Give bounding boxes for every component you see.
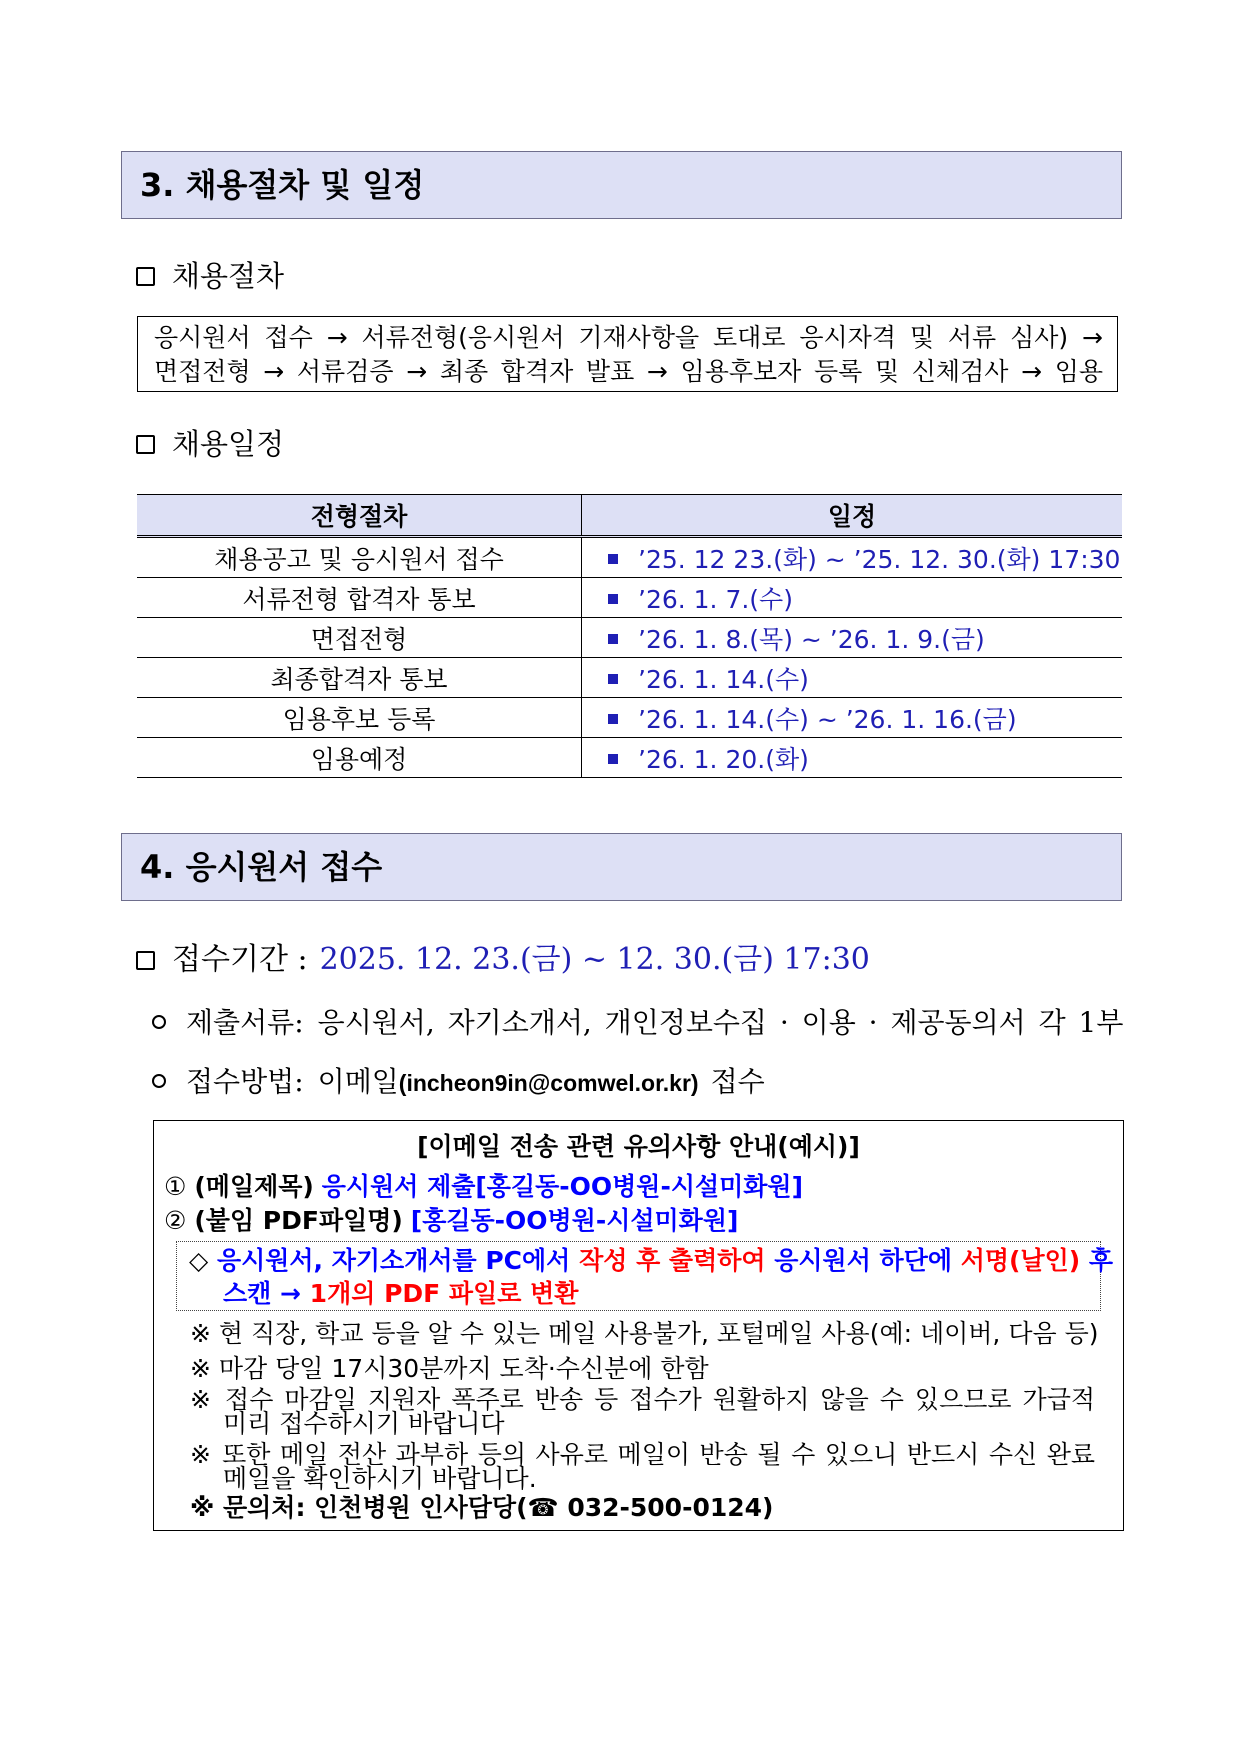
instruction-line-2 xyxy=(189,1277,1090,1310)
instruction-text: 응시원서, 자기소개서를 PC에서 xyxy=(216,1246,571,1275)
date-cell xyxy=(582,537,1123,578)
table-row xyxy=(137,537,1122,578)
docs-row xyxy=(152,1001,1123,1041)
contact-info: ※ 문의처: 인천병원 인사담당(☎ 032-500-0124) xyxy=(190,1493,774,1522)
instruction-text: 작성 후 출력하여 xyxy=(579,1246,766,1275)
date-text: ’26. 1. 8.(목) ~ ’26. 1. 9.(금) xyxy=(638,624,985,654)
notice-item-1 xyxy=(164,1167,803,1203)
date-cell xyxy=(582,578,1123,618)
item-2-label: (붙임 PDF파일명) xyxy=(194,1206,403,1235)
notice-title: [이메일 전송 관련 유의사항 안내(예시)] xyxy=(417,1132,860,1161)
step-cell: 임용예정 xyxy=(137,738,582,778)
docs-label: 제출서류: xyxy=(186,1006,304,1039)
item-2-value: [홍길동-OO병원-시설미화원] xyxy=(410,1206,739,1235)
note-1-text: ※ 현 직장, 학교 등을 알 수 있는 메일 사용불가, 포털메일 사용(예: 네이버, 다음 등) xyxy=(190,1319,1099,1348)
date-cell xyxy=(582,618,1123,658)
date-cell xyxy=(582,658,1123,698)
circle-bullet-icon xyxy=(152,1074,166,1088)
instruction-text: 1개의 PDF 파일로 변환 xyxy=(309,1279,579,1308)
square-bullet-icon xyxy=(608,554,618,564)
item-1-label: (메일제목) xyxy=(194,1172,314,1201)
schedule-table xyxy=(137,494,1122,778)
table-header-row xyxy=(137,495,1122,537)
period-row xyxy=(136,942,870,978)
procedure-line-1: 응시원서 접수 → 서류전형(응시원서 기재사항을 토대로 응시자격 및 서류 심사) → xyxy=(154,323,1103,352)
date-text: ’26. 1. 14.(수) ~ ’26. 1. 16.(금) xyxy=(638,704,1017,734)
email-notice-box xyxy=(153,1120,1124,1531)
instruction-line-1 xyxy=(189,1244,1114,1277)
instruction-text: 서명(날인) xyxy=(960,1246,1081,1275)
schedule-subheading xyxy=(136,426,284,462)
table-row xyxy=(137,578,1122,618)
square-bullet-icon xyxy=(608,714,618,724)
procedure-subheading xyxy=(136,258,284,294)
period-value: 2025. 12. 23.(금) ~ 12. 30.(금) 17:30 xyxy=(319,942,870,977)
instruction-text: 스캔 → xyxy=(223,1279,301,1308)
schedule-title: 채용일정 xyxy=(172,427,285,461)
instruction-text: 후 xyxy=(1088,1246,1114,1275)
note-3-continuation: 미리 접수하시기 바랍니다 xyxy=(223,1409,505,1438)
method-row xyxy=(152,1060,765,1100)
step-cell: 임용후보 등록 xyxy=(137,698,582,738)
method-label: 접수방법: xyxy=(186,1065,304,1098)
note-4 xyxy=(190,1441,1095,1493)
method-pre: 이메일 xyxy=(317,1065,399,1098)
section-4-heading: 4. 응시원서 접수 xyxy=(121,833,1122,901)
item-2-number: ② xyxy=(164,1206,187,1235)
item-1-number: ① xyxy=(164,1172,187,1201)
procedure-line-2: 면접전형 → 서류검증 → 최종 합격자 발표 → 임용후보자 등록 및 신체검사 → 임용 xyxy=(154,357,1103,386)
pdf-instruction-box xyxy=(176,1241,1114,1311)
square-bullet-icon xyxy=(608,674,618,684)
square-bullet-icon xyxy=(608,594,618,604)
note-4-text: ※ 또한 메일 전산 과부하 등의 사유로 메일이 반송 될 수 있으니 반드시 수신 완료 xyxy=(190,1440,1095,1469)
square-bullet-icon xyxy=(608,634,618,644)
note-1 xyxy=(190,1319,1099,1348)
checkbox-square-icon xyxy=(136,435,155,454)
note-3 xyxy=(190,1386,1095,1438)
step-cell: 채용공고 및 응시원서 접수 xyxy=(137,537,582,578)
date-text: ’26. 1. 7.(수) xyxy=(638,584,793,614)
note-3-text: ※ 접수 마감일 지원자 폭주로 반송 등 접수가 원활하지 않을 수 있으므로 가급적 xyxy=(190,1385,1095,1414)
date-cell xyxy=(582,738,1123,778)
procedure-box xyxy=(137,316,1118,392)
section-3-heading: 3. 채용절차 및 일정 xyxy=(121,151,1122,219)
method-post: 접수 xyxy=(710,1065,765,1098)
column-header-step: 전형절차 xyxy=(137,495,582,537)
table-row xyxy=(137,658,1122,698)
period-label: 접수기간 : xyxy=(172,942,308,977)
table-row xyxy=(137,738,1122,778)
circle-bullet-icon xyxy=(152,1015,166,1029)
notice-item-2 xyxy=(164,1201,738,1237)
email-address[interactable]: (incheon9in@comwel.or.kr) xyxy=(398,1070,699,1096)
table-row xyxy=(137,618,1122,658)
diamond-bullet-icon: ◇ xyxy=(189,1246,209,1275)
date-text: ’26. 1. 20.(화) xyxy=(638,744,809,774)
procedure-title: 채용절차 xyxy=(172,259,285,293)
step-cell: 최종합격자 통보 xyxy=(137,658,582,698)
note-4-continuation: 메일을 확인하시기 바랍니다. xyxy=(223,1464,537,1493)
date-text: ’25. 12 23.(화) ~ ’25. 12. 30.(화) 17:30 xyxy=(638,544,1121,574)
date-cell xyxy=(582,698,1123,738)
checkbox-square-icon xyxy=(136,267,155,286)
step-cell: 면접전형 xyxy=(137,618,582,658)
step-cell: 서류전형 합격자 통보 xyxy=(137,578,582,618)
date-text: ’26. 1. 14.(수) xyxy=(638,664,809,694)
item-1-value: 응시원서 제출[홍길동-OO병원-시설미화원] xyxy=(321,1172,803,1201)
square-bullet-icon xyxy=(608,754,618,764)
instruction-text: 응시원서 하단에 xyxy=(774,1246,953,1275)
table-row xyxy=(137,698,1122,738)
column-header-date: 일정 xyxy=(582,495,1123,537)
checkbox-square-icon xyxy=(136,951,155,970)
docs-value: 응시원서, 자기소개서, 개인정보수집 · 이용 · 제공동의서 각 1부 xyxy=(317,1006,1124,1039)
note-2: ※ 마감 당일 17시30분까지 도착·수신분에 한함 xyxy=(190,1354,709,1383)
